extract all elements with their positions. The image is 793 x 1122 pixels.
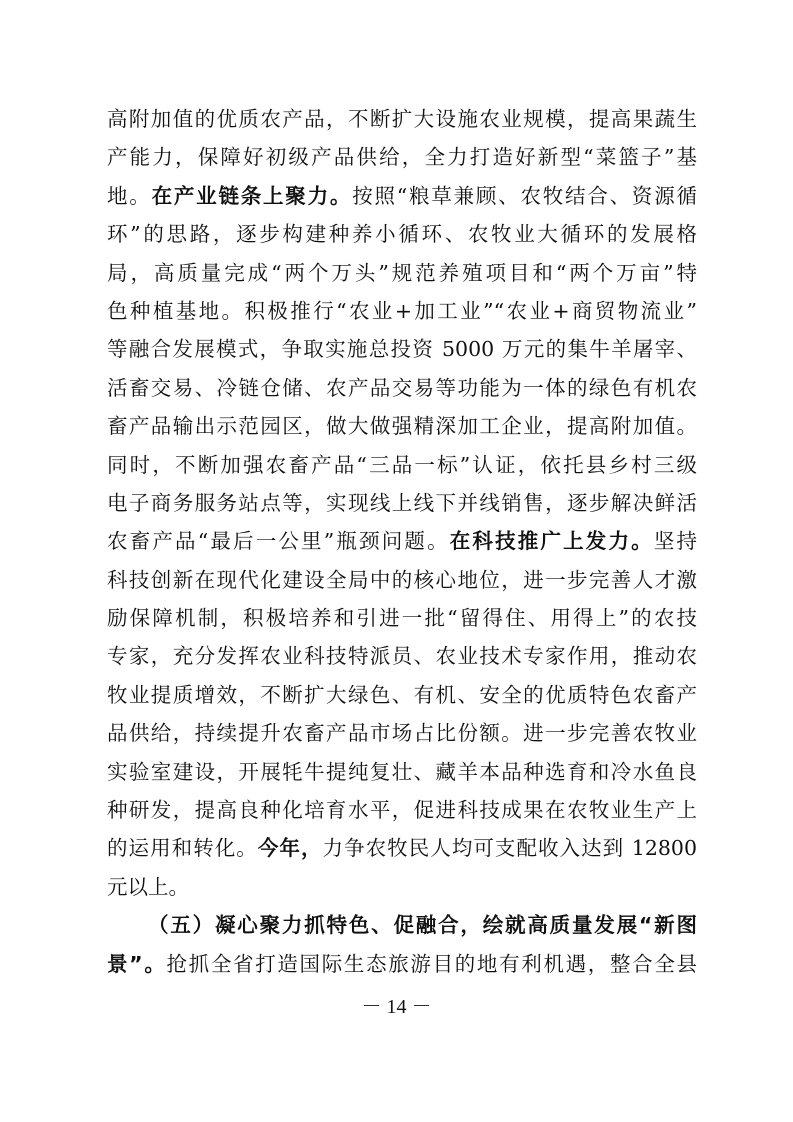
body-text bbox=[107, 100, 697, 983]
bold-text-segment: 在科技推广上发力。 bbox=[449, 529, 654, 554]
text-segment: 种研发，提高良种化培育水平，促进科技成果在农牧业生产上 bbox=[107, 798, 697, 823]
text-line bbox=[107, 254, 697, 292]
text-segment: 专家，充分发挥农业科技特派员、农业技术专家作用，推动农 bbox=[107, 644, 697, 669]
text-segment: 坚持 bbox=[653, 529, 698, 554]
bold-text-segment: （五）凝心聚力抓特色、促融合，绘就高质量发展“新图 bbox=[148, 913, 697, 938]
text-line bbox=[107, 138, 697, 176]
text-line bbox=[107, 599, 697, 637]
text-line bbox=[107, 791, 697, 829]
text-line bbox=[107, 906, 697, 944]
text-segment: 农畜产品“最后一公里”瓶颈问题。 bbox=[107, 529, 450, 554]
text-line bbox=[107, 945, 697, 983]
text-segment: 环”的思路，逐步构建种养小循环、农牧业大循环的发展格 bbox=[107, 222, 697, 247]
text-segment: 科技创新在现代化建设全局中的核心地位，进一步完善人才激 bbox=[107, 567, 697, 592]
text-segment: 牧业提质增效，不断扩大绿色、有机、安全的优质特色农畜产 bbox=[107, 682, 697, 707]
text-line bbox=[107, 637, 697, 675]
text-line bbox=[107, 407, 697, 445]
text-segment: 色种植基地。积极推行“农业+加工业”“农业+商贸物流业” bbox=[107, 298, 697, 323]
text-line bbox=[107, 829, 697, 867]
text-line bbox=[107, 868, 697, 906]
text-segment: 畜产品输出示范园区，做大做强精深加工企业，提高附加值。 bbox=[107, 414, 697, 439]
text-line bbox=[107, 215, 697, 253]
text-segment: 产能力，保障好初级产品供给，全力打造好新型“菜篮子”基 bbox=[107, 145, 697, 170]
text-line bbox=[107, 561, 697, 599]
text-line bbox=[107, 292, 697, 330]
text-segment: 电子商务服务站点等，实现线上线下并线销售，逐步解决鲜活 bbox=[107, 490, 697, 515]
text-segment: 高附加值的优质农产品，不断扩大设施农业规模，提高果蔬生 bbox=[107, 107, 697, 131]
text-segment: 地。 bbox=[107, 183, 152, 208]
text-segment: 力争农牧民人均可支配收入达到 12800 bbox=[322, 836, 698, 861]
text-segment: 同时，不断加强农畜产品“三品一标”认证，依托县乡村三级 bbox=[107, 452, 697, 477]
text-segment: 等融合发展模式，争取实施总投资 5000 万元的集牛羊屠宰、 bbox=[107, 337, 697, 362]
text-line bbox=[107, 369, 697, 407]
text-segment: 按照“粮草兼顾、农牧结合、资源循 bbox=[352, 183, 698, 208]
text-line bbox=[107, 522, 697, 560]
text-line bbox=[107, 753, 697, 791]
text-line bbox=[107, 177, 697, 215]
bold-text-segment: 今年， bbox=[257, 836, 323, 861]
text-segment: 活畜交易、冷链仓储、农产品交易等功能为一体的绿色有机农 bbox=[107, 375, 697, 400]
text-line bbox=[107, 100, 697, 138]
bold-text-segment: 景”。 bbox=[107, 951, 167, 976]
text-segment: 元以上。 bbox=[107, 874, 189, 899]
text-segment: 抢抓全省打造国际生态旅游目的地有利机遇，整合全县 bbox=[166, 951, 697, 976]
text-segment: 的运用和转化。 bbox=[107, 836, 258, 861]
text-line bbox=[107, 676, 697, 714]
text-line bbox=[107, 714, 697, 752]
text-line bbox=[107, 484, 697, 522]
text-segment: 局，高质量完成“两个万头”规范养殖项目和“两个万亩”特 bbox=[107, 260, 697, 285]
text-line bbox=[107, 330, 697, 368]
text-segment: 励保障机制，积极培养和引进一批“留得住、用得上”的农技 bbox=[107, 606, 697, 631]
bold-text-segment: 在产业链条上聚力。 bbox=[151, 183, 353, 208]
text-line bbox=[107, 446, 697, 484]
page-number: － 14 － bbox=[361, 996, 432, 1018]
text-segment: 品供给，持续提升农畜产品市场占比份额。进一步完善农牧业 bbox=[107, 721, 697, 746]
text-segment: 实验室建设，开展牦牛提纯复壮、藏羊本品种选育和冷水鱼良 bbox=[107, 759, 697, 784]
